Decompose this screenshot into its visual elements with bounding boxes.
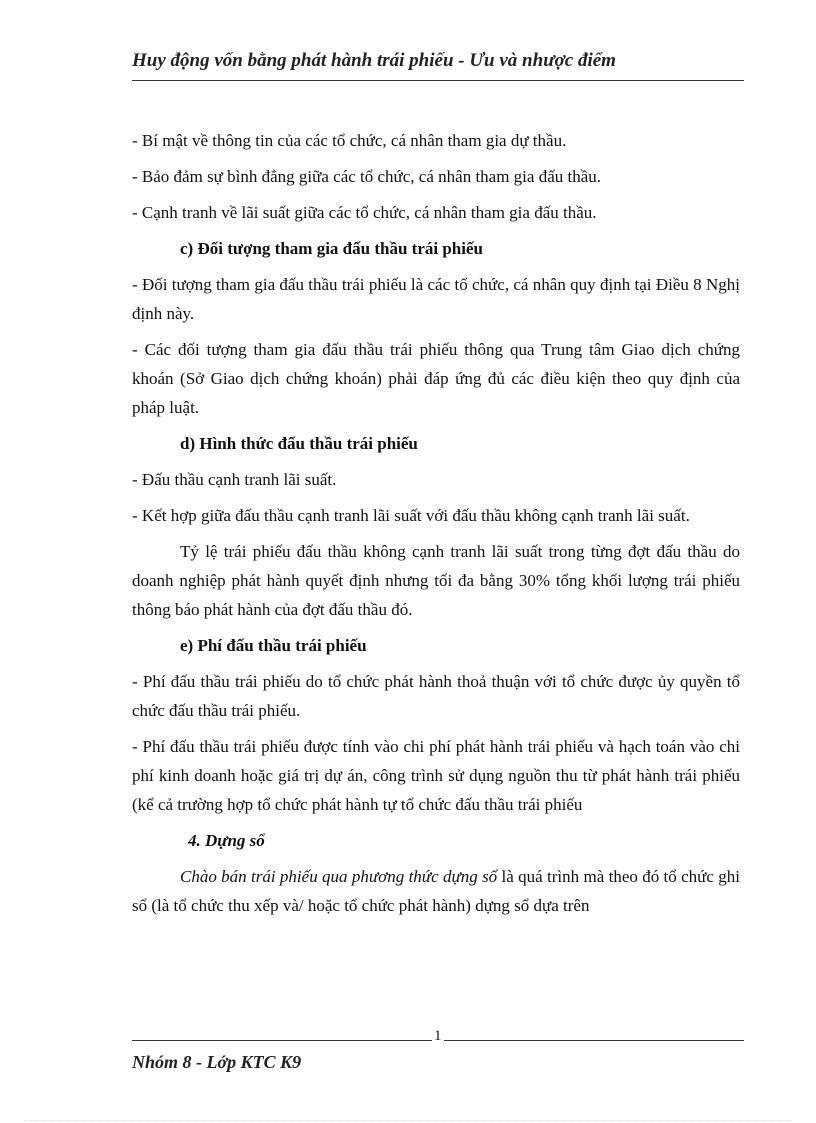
header-divider xyxy=(132,80,744,81)
heading-d-forms: d) Hình thức đấu thầu trái phiếu xyxy=(180,434,418,453)
heading-4-bookbuilding: 4. Dựng sổ xyxy=(188,831,265,850)
page-number: 1 xyxy=(434,1028,442,1044)
paragraph-fee-accounting: - Phí đấu thầu trái phiếu được tính vào chi phí phát hành trái phiếu và hạch toán vào chi phí kinh doanh hoặc giá trị dự án, công trình sử dụng nguồn thu từ phát hành trái phiếu (kể cả trường hợp tổ chức phát hành tự tổ chức đấu thầu trái phiếu xyxy=(132,737,740,814)
paragraph-competitive-rate: - Đấu thầu cạnh tranh lãi suất. xyxy=(132,470,337,489)
paragraph-combined-bidding: - Kết hợp giữa đấu thầu cạnh tranh lãi suất với đấu thầu không cạnh tranh lãi suất. xyxy=(132,506,690,525)
page-header-title: Huy động vốn bằng phát hành trái phiếu - Ưu và nhược điểm xyxy=(132,50,616,71)
page-edge-dotted-line xyxy=(24,1120,792,1121)
paragraph-ratio: Tỷ lệ trái phiếu đấu thầu không cạnh tranh lãi suất trong từng đợt đấu thầu do doanh nghiệp phát hành quyết định nhưng tối đa bằng 30% tổng khối lượng trái phiếu thông báo phát hành của đợt đấu thầu đó. xyxy=(132,542,740,619)
paragraph-bookbuilding xyxy=(132,862,740,920)
paragraph-competition: - Cạnh tranh về lãi suất giữa các tổ chức, cá nhân tham gia đấu thầu. xyxy=(132,203,597,222)
bookbuilding-term: Chào bán trái phiếu qua phương thức dựng sổ xyxy=(180,867,498,886)
paragraph-participants-exchange: - Các đối tượng tham gia đấu thầu trái phiếu thông qua Trung tâm Giao dịch chứng khoán (Sở Giao dịch chứng khoán) phải đáp ứng đủ các điều kiện theo quy định của pháp luật. xyxy=(132,340,740,417)
paragraph-participants-def: - Đối tượng tham gia đấu thầu trái phiếu là các tổ chức, cá nhân quy định tại Điều 8 Nghị định này. xyxy=(132,275,740,323)
bookbuilding-definition: là quá trình mà theo đó tổ chức ghi sổ (là tổ chức thu xếp và/ hoặc tổ chức phát hành) dựng sổ dựa trên xyxy=(132,867,740,915)
paragraph-fee-agreement: - Phí đấu thầu trái phiếu do tổ chức phát hành thoả thuận với tổ chức được ủy quyền tổ chức đấu thầu trái phiếu. xyxy=(132,672,740,720)
page-footer-group: Nhóm 8 - Lớp KTC K9 xyxy=(132,1052,302,1072)
heading-e-fees: e) Phí đấu thầu trái phiếu xyxy=(180,636,367,655)
paragraph-equality: - Bảo đảm sự bình đẳng giữa các tổ chức, cá nhân tham gia đấu thầu. xyxy=(132,167,602,186)
document-body xyxy=(132,126,740,927)
heading-c-participants: c) Đối tượng tham gia đấu thầu trái phiếu xyxy=(180,239,483,258)
paragraph-confidentiality: - Bí mật về thông tin của các tổ chức, cá nhân tham gia dự thầu. xyxy=(132,131,567,150)
